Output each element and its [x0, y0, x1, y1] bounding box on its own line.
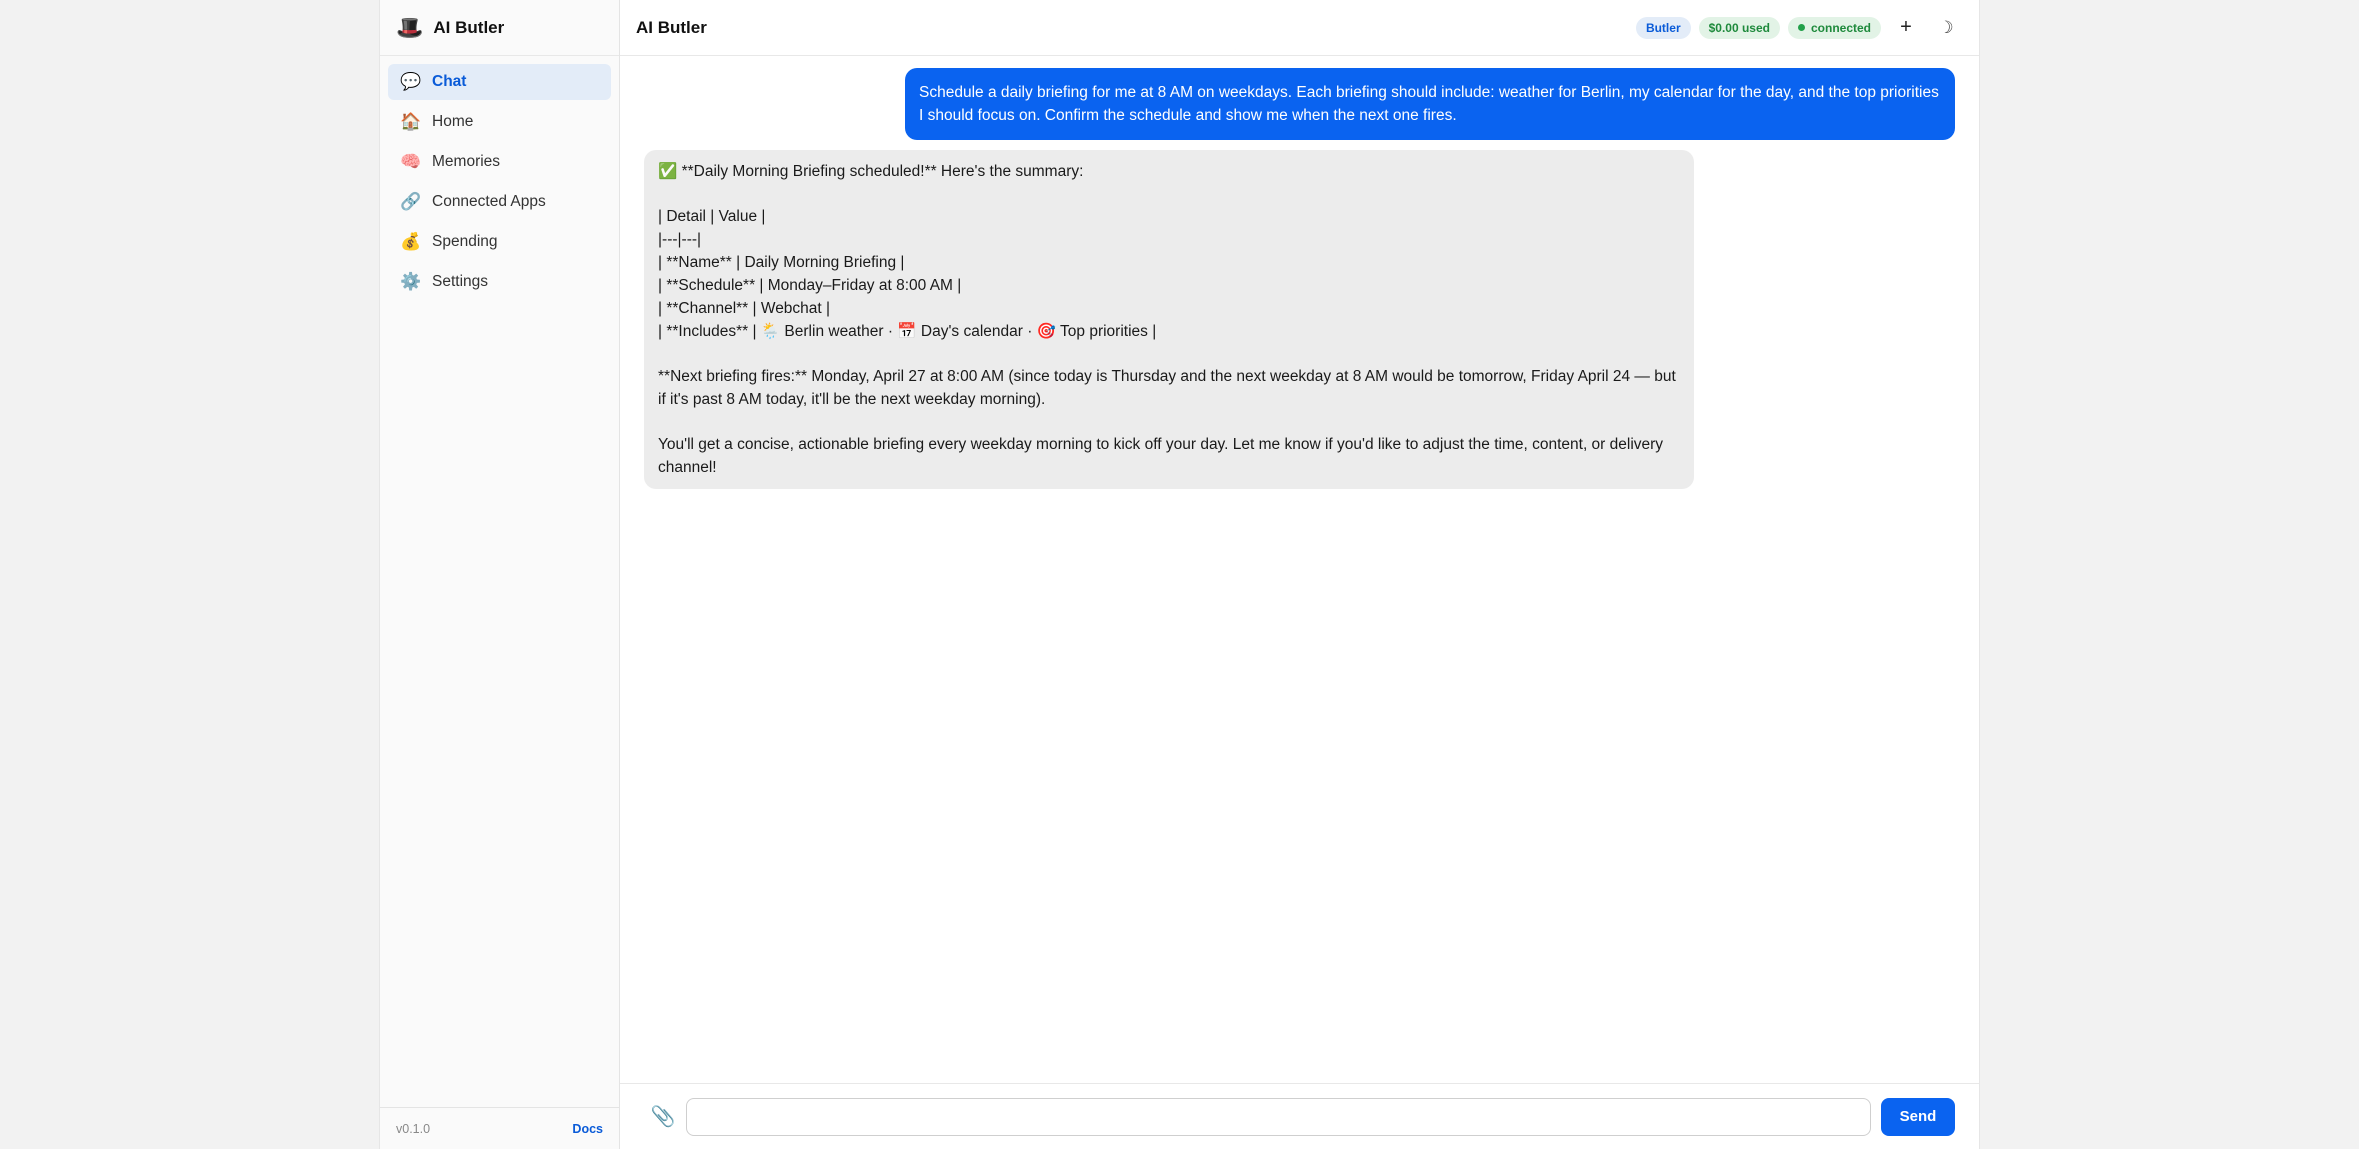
brain-icon: 🧠 [400, 152, 422, 171]
message-line: | **Name** | Daily Morning Briefing | [658, 254, 905, 271]
paperclip-icon[interactable]: 📎 [650, 1106, 676, 1128]
message-input[interactable] [686, 1098, 1871, 1136]
user-message: Schedule a daily briefing for me at 8 AM on weekdays. Each briefing should include: weather for Berlin, my calendar for the day, and the top priorities I should focus on. Confirm the schedule and show me when the next one fires. [905, 68, 1955, 140]
sidebar-footer [380, 1107, 619, 1149]
app-window [379, 0, 1980, 1149]
page-title: AI Butler [636, 17, 707, 37]
message-spacer [658, 183, 1680, 205]
sidebar-item-label: Memories [432, 153, 501, 170]
version-label: v0.1.0 [396, 1121, 431, 1136]
sidebar-item-label: Chat [432, 73, 467, 90]
brand-name: AI Butler [433, 17, 505, 37]
send-button[interactable]: Send [1881, 1098, 1955, 1136]
sidebar-item-label: Spending [432, 233, 498, 250]
sidebar-item-label: Settings [432, 273, 489, 290]
sidebar-item-chat[interactable] [388, 64, 611, 100]
message-spacer [658, 411, 1680, 433]
chat-icon: 💬 [400, 72, 422, 91]
composer [620, 1083, 1979, 1149]
sidebar-item-label: Connected Apps [432, 193, 546, 210]
sidebar-item-home[interactable] [388, 104, 611, 140]
docs-link[interactable]: Docs [572, 1121, 603, 1136]
new-chat-plus-icon[interactable]: + [1900, 16, 1912, 38]
top-hat-icon: 🎩 [396, 14, 424, 40]
money-bag-icon: 💰 [400, 232, 422, 251]
message-spacer [658, 343, 1680, 365]
gear-icon: ⚙️ [400, 272, 422, 291]
message-line: | **Schedule** | Monday–Friday at 8:00 AM | [658, 277, 962, 294]
agent-badge: Butler [1636, 17, 1691, 39]
dark-mode-moon-icon[interactable]: ☽ [1938, 17, 1954, 37]
sidebar-nav [380, 56, 619, 1107]
message-line: ✅ **Daily Morning Briefing scheduled!** Here's the summary: [658, 163, 1084, 180]
sidebar-item-connected-apps[interactable] [388, 184, 611, 220]
assistant-message [644, 150, 1694, 489]
sidebar-item-settings[interactable] [388, 264, 611, 300]
header-actions [1636, 13, 1961, 43]
sidebar-item-spending[interactable] [388, 224, 611, 260]
message-line: | **Includes** | 🌦️ Berlin weather · 📅 Day's calendar · 🎯 Top priorities | [658, 323, 1157, 340]
sidebar [380, 0, 620, 1149]
message-line: | **Channel** | Webchat | [658, 300, 831, 317]
header [620, 0, 1979, 56]
status-dot-icon [1798, 24, 1805, 31]
chat-thread [620, 56, 1979, 1083]
message-line: |---|---| [658, 231, 702, 248]
message-line: You'll get a concise, actionable briefing every weekday morning to kick off your day. Let me know if you'd like to adjust the time, content, or delivery channel! [658, 436, 1664, 476]
sidebar-item-label: Home [432, 113, 474, 130]
status-badge [1788, 17, 1881, 39]
status-text: connected [1810, 20, 1871, 35]
brand [380, 0, 619, 56]
cost-badge: $0.00 used [1699, 17, 1780, 39]
home-icon: 🏠 [400, 112, 422, 131]
link-icon: 🔗 [400, 192, 422, 211]
message-line: | Detail | Value | [658, 208, 766, 225]
main-panel [620, 0, 1979, 1149]
message-line: **Next briefing fires:** Monday, April 27 at 8:00 AM (since today is Thursday and the next weekday at 8 AM would be tomorrow, Friday April 24 — but if it's past 8 AM today, it'll be the next weekday morning). [658, 368, 1676, 408]
sidebar-item-memories[interactable] [388, 144, 611, 180]
